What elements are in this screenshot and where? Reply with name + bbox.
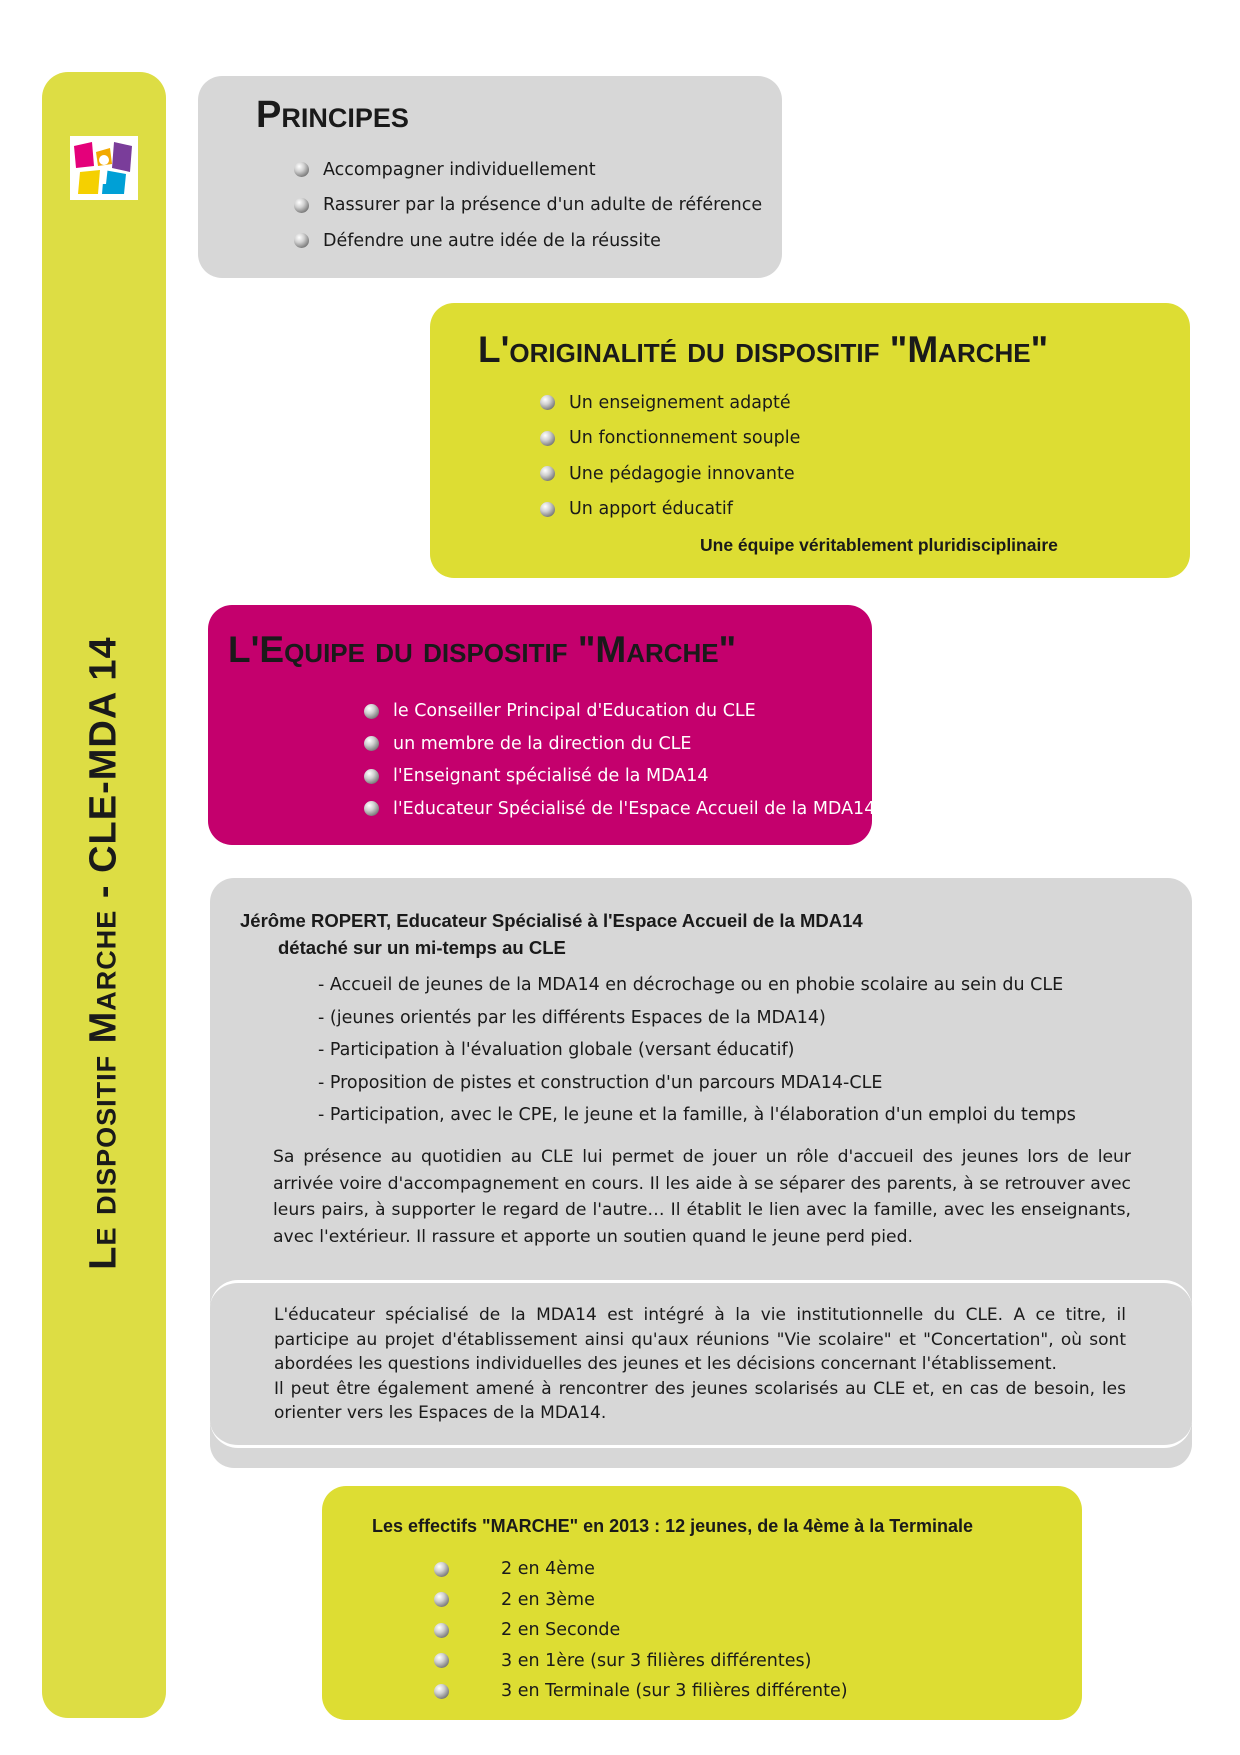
- list-item: - (jeunes orientés par les différents Espaces de la MDA14): [318, 1007, 826, 1028]
- bullet-icon: [294, 233, 309, 248]
- originalite-note: Une équipe véritablement pluridisciplinaire: [700, 535, 1058, 555]
- list-item: - Participation à l'évaluation globale (versant éducatif): [318, 1040, 795, 1060]
- list-item: - Participation, avec le CPE, le jeune et la famille, à l'élaboration d'un emploi du temps: [318, 1105, 1076, 1125]
- list-item: Un apport éducatif: [540, 492, 800, 528]
- side-title: Le dispositif Marche - CLE-MDA 14: [82, 635, 125, 1270]
- bullet-icon: [434, 1562, 449, 1577]
- educateur-paragraph: Sa présence au quotidien au CLE lui permet de jouer un rôle d'accueil des jeunes lors de leur arrivée voire d'accompagnement en cours. Il les aide à se séparer des parents, à se retrouver avec leurs pairs, à supporter le regard de l'autre… Il établit le lien avec la famille, avec les enseignants, avec l'extérieur. Il rassure et apporte un soutien quand le jeune perd pied.: [273, 1147, 1131, 1247]
- bullet-icon: [434, 1592, 449, 1607]
- side-banner: [42, 72, 166, 1718]
- principes-title: Principes: [256, 94, 409, 136]
- list-item: Un fonctionnement souple: [540, 421, 800, 457]
- principes-card: [198, 76, 782, 278]
- bullet-icon: [540, 466, 555, 481]
- originalite-title: L'originalité du dispositif "Marche": [478, 329, 1049, 370]
- equipe-title: L'Equipe du dispositif "Marche": [228, 629, 737, 670]
- principes-list: [294, 152, 762, 259]
- list-item: l'Enseignant spécialisé de la MDA14: [364, 760, 875, 793]
- logo-graphic: [70, 136, 138, 200]
- educateur-inner-paragraph: [274, 1303, 1126, 1426]
- bullet-icon: [434, 1653, 449, 1668]
- list-item: Une pédagogie innovante: [540, 456, 800, 492]
- educateur-inner-card: [210, 1280, 1192, 1448]
- equipe-card: [208, 605, 876, 845]
- bullet-icon: [364, 801, 379, 816]
- originalite-card: [430, 303, 1190, 578]
- list-item: 3 en Terminale (sur 3 filières différente): [434, 1676, 848, 1707]
- side-title-wrap: [42, 72, 166, 1718]
- bullet-icon: [540, 395, 555, 410]
- list-item: le Conseiller Principal d'Education du CLE: [364, 695, 875, 728]
- bullet-icon: [294, 198, 309, 213]
- equipe-list: [364, 695, 875, 825]
- list-item: 2 en Seconde: [434, 1615, 848, 1646]
- list-item: Rassurer par la présence d'un adulte de référence: [294, 188, 762, 224]
- effectifs-list: [434, 1554, 848, 1707]
- logo-icon: [70, 136, 138, 200]
- list-item: - Proposition de pistes et construction d'un parcours MDA14-CLE: [318, 1072, 883, 1093]
- inner-paragraph-text: L'éducateur spécialisé de la MDA14 est intégré à la vie institutionnelle du CLE. A ce titre, il participe au projet d'établissement ainsi qu'aux réunions "Vie scolaire" et "Concertation", où sont abordées les questions individuelles des jeunes et les décisions concernant l'établissement.: [274, 1305, 1126, 1374]
- bullet-icon: [294, 162, 309, 177]
- bullet-icon: [364, 736, 379, 751]
- effectifs-title: Les effectifs "MARCHE" en 2013 : 12 jeunes, de la 4ème à la Terminale: [372, 1516, 973, 1536]
- bullet-icon: [434, 1623, 449, 1638]
- educateur-heading: Jérôme ROPERT, Educateur Spécialisé à l'Espace Accueil de la MDA14: [240, 910, 863, 931]
- educateur-subheading: détaché sur un mi-temps au CLE: [278, 937, 566, 958]
- inner-paragraph-text-2: Il peut être également amené à rencontrer des jeunes scolarisés au CLE et, en cas de besoin, les orienter vers les Espaces de la MDA14.: [274, 1378, 1126, 1423]
- list-item: 2 en 3ème: [434, 1585, 848, 1616]
- bullet-icon: [434, 1684, 449, 1699]
- list-item: - Accueil de jeunes de la MDA14 en décrochage ou en phobie scolaire au sein du CLE: [318, 975, 1064, 995]
- list-item: l'Educateur Spécialisé de l'Espace Accueil de la MDA14: [364, 793, 875, 826]
- list-item: un membre de la direction du CLE: [364, 728, 875, 761]
- bullet-icon: [364, 704, 379, 719]
- bullet-icon: [540, 502, 555, 517]
- effectifs-card: [322, 1486, 1082, 1720]
- bullet-icon: [364, 769, 379, 784]
- list-item: 2 en 4ème: [434, 1554, 848, 1585]
- educateur-tasks: [318, 975, 1076, 1138]
- originalite-list: [540, 385, 800, 527]
- list-item: Défendre une autre idée de la réussite: [294, 223, 762, 259]
- educateur-card: [210, 878, 1192, 1468]
- bullet-icon: [540, 431, 555, 446]
- list-item: Accompagner individuellement: [294, 152, 762, 188]
- list-item: 3 en 1ère (sur 3 filières différentes): [434, 1646, 848, 1677]
- list-item: Un enseignement adapté: [540, 385, 800, 421]
